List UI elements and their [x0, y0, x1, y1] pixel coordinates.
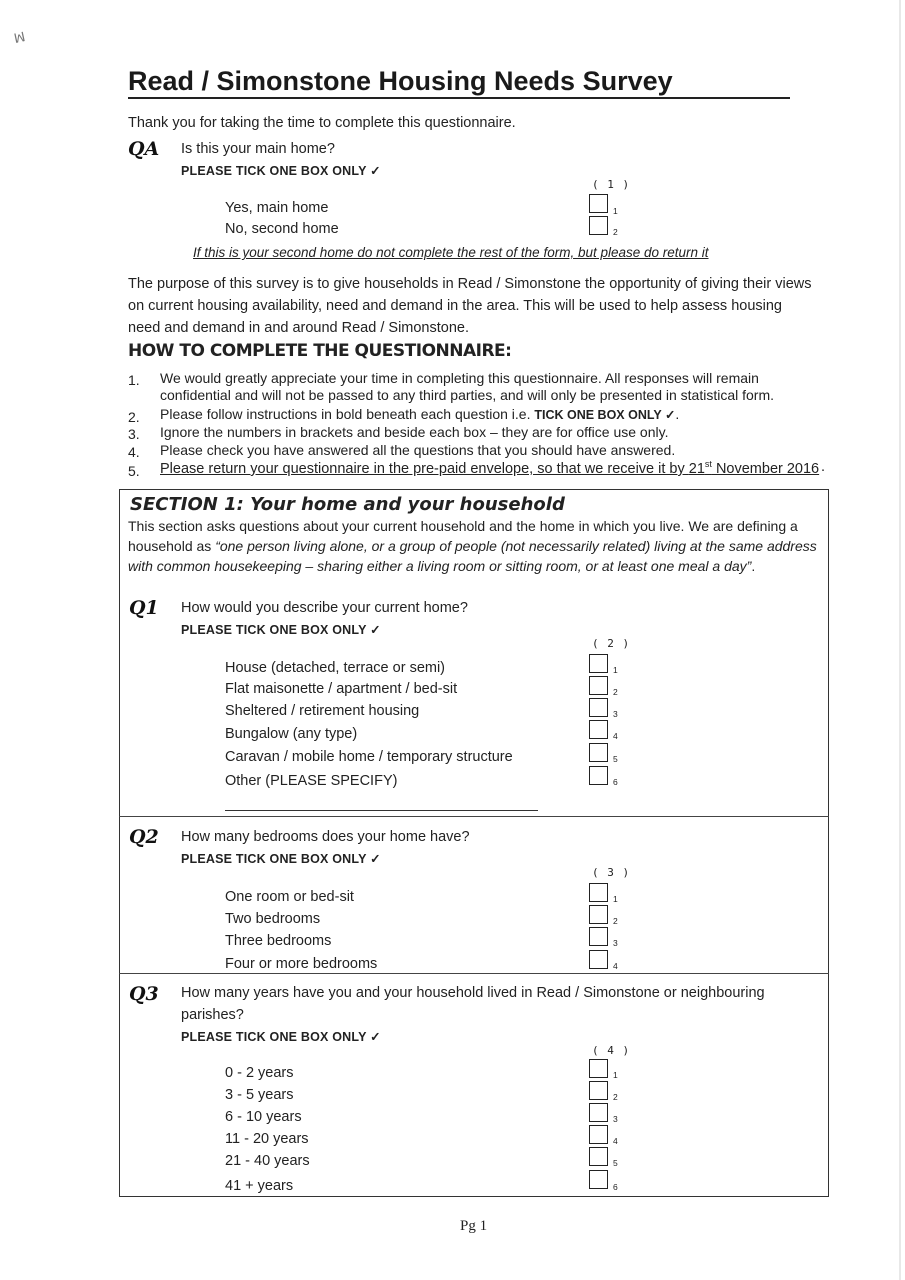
q1-checkbox-4[interactable] — [589, 720, 608, 739]
section-1-description — [128, 516, 828, 576]
box-number: 1 — [613, 1070, 618, 1080]
howto-heading: HOW TO COMPLETE THE QUESTIONNAIRE: — [128, 341, 512, 361]
question-text-q2: How many bedrooms does your home have? — [181, 829, 470, 845]
box-number: 5 — [613, 754, 618, 764]
divider — [119, 973, 829, 974]
list-number: 3. — [128, 426, 140, 442]
box-number: 3 — [613, 709, 618, 719]
section-desc-end: . — [751, 558, 756, 574]
specify-input-line[interactable] — [225, 810, 538, 811]
instruction-q3: PLEASE TICK ONE BOX ONLY ✓ — [181, 1030, 381, 1044]
box-number: 2 — [613, 1092, 618, 1102]
qa-option-label: No, second home — [225, 221, 339, 237]
q2-option-label: One room or bed-sit — [225, 889, 354, 905]
box-number: 2 — [613, 916, 618, 926]
q2-option-label: Two bedrooms — [225, 911, 321, 927]
q3-option-label: 0 - 2 years — [225, 1065, 294, 1081]
q3-checkbox-5[interactable] — [589, 1147, 608, 1166]
box-number: 4 — [613, 961, 618, 971]
box-number: 3 — [613, 1114, 618, 1124]
q2-option-label: Four or more bedrooms — [225, 956, 378, 972]
section-desc-definition: “one person living alone, or a group of people (not necessarily related) living at the same address with common housekeeping – sharing either a living room or sitting room, or at least one meal a day” — [128, 538, 817, 574]
q2-checkbox-1[interactable] — [589, 883, 608, 902]
box-number: 1 — [613, 894, 618, 904]
q3-checkbox-1[interactable] — [589, 1059, 608, 1078]
box-number: 5 — [613, 1158, 618, 1168]
box-number: 3 — [613, 938, 618, 948]
office-code-qa: ( 1 ) — [592, 178, 631, 191]
list-item — [160, 459, 819, 477]
box-number: 4 — [613, 1136, 618, 1146]
q1-option-label: Sheltered / retirement housing — [225, 703, 420, 719]
q3-checkbox-4[interactable] — [589, 1125, 608, 1144]
q3-option-label: 41 + years — [225, 1178, 294, 1194]
intro-text: Thank you for taking the time to complete this questionnaire. — [128, 115, 516, 131]
list-item: Ignore the numbers in brackets and beside each box – they are for office use only. — [160, 424, 669, 440]
office-code-q3: ( 4 ) — [592, 1044, 631, 1057]
q1-checkbox-2[interactable] — [589, 676, 608, 695]
list-number: 5. — [128, 463, 140, 479]
list-item: Please check you have answered all the questions that you should have answered. — [160, 442, 676, 458]
box-number: 2 — [613, 227, 618, 237]
second-home-note: If this is your second home do not complete the rest of the form, but please do return it — [193, 245, 709, 260]
box-number: 2 — [613, 687, 618, 697]
question-label-q1: Q1 — [129, 597, 159, 619]
question-label-qa: QA — [128, 138, 160, 160]
qa-option-label: Yes, main home — [225, 200, 329, 216]
question-label-q2: Q2 — [129, 826, 159, 848]
box-number: 1 — [613, 665, 618, 675]
list-number: 2. — [128, 409, 140, 425]
box-number: 6 — [613, 1182, 618, 1192]
q1-option-label: Flat maisonette / apartment / bed-sit — [225, 681, 458, 697]
page-number: Pg 1 — [460, 1218, 488, 1234]
q3-option-label: 21 - 40 years — [225, 1153, 310, 1169]
q3-checkbox-3[interactable] — [589, 1103, 608, 1122]
question-text-q3: How many years have you and your household lived in Read / Simonstone or neighbouring — [181, 985, 765, 1001]
list-item-period: . — [821, 459, 826, 475]
instruction-qa: PLEASE TICK ONE BOX ONLY ✓ — [181, 164, 381, 178]
purpose-paragraph: The purpose of this survey is to give households in Read / Simonstone the opportunity of giving their views on current housing availability, need and demand in the area. This will be used to help assess housing need and demand in and around Read / Simonstone. — [128, 276, 812, 336]
q1-checkbox-1[interactable] — [589, 654, 608, 673]
divider — [119, 816, 829, 817]
list-item-cont: confidential and will not be passed to any third parties, and will only be presented in statistical form. — [160, 387, 775, 403]
question-text-qa: Is this your main home? — [181, 141, 335, 157]
q2-checkbox-2[interactable] — [589, 905, 608, 924]
q1-option-label: Bungalow (any type) — [225, 726, 358, 742]
list-item-text: November 2016 — [711, 460, 820, 477]
q1-option-label: House (detached, terrace or semi) — [225, 660, 446, 676]
list-number: 4. — [128, 444, 140, 460]
office-code-q2: ( 3 ) — [592, 866, 631, 879]
qa-checkbox-2[interactable] — [589, 216, 608, 235]
question-label-q3: Q3 — [129, 983, 159, 1005]
q3-checkbox-6[interactable] — [589, 1170, 608, 1189]
q1-option-label: Caravan / mobile home / temporary structure — [225, 749, 513, 765]
q3-option-label: 6 - 10 years — [225, 1109, 302, 1125]
question-text-q1: How would you describe your current home? — [181, 600, 468, 616]
q1-checkbox-5[interactable] — [589, 743, 608, 762]
q1-checkbox-6[interactable] — [589, 766, 608, 785]
page-title: Read / Simonstone Housing Needs Survey — [128, 66, 673, 96]
section-1-title: SECTION 1: Your home and your household — [130, 494, 565, 515]
q2-checkbox-3[interactable] — [589, 927, 608, 946]
q3-checkbox-2[interactable] — [589, 1081, 608, 1100]
instruction-q2: PLEASE TICK ONE BOX ONLY ✓ — [181, 852, 381, 866]
box-number: 1 — [613, 206, 618, 216]
qa-checkbox-1[interactable] — [589, 194, 608, 213]
list-item: We would greatly appreciate your time in completing this questionnaire. All responses will remain — [160, 370, 759, 386]
q2-option-label: Three bedrooms — [225, 933, 332, 949]
list-number: 1. — [128, 372, 140, 388]
box-number: 6 — [613, 777, 618, 787]
instruction-q1: PLEASE TICK ONE BOX ONLY ✓ — [181, 623, 381, 637]
box-number: 4 — [613, 731, 618, 741]
list-item-bold: TICK ONE BOX ONLY ✓ — [534, 408, 676, 422]
scan-edge — [899, 0, 901, 1280]
q1-option-label: Other (PLEASE SPECIFY) — [225, 773, 398, 789]
list-item-sup: st — [704, 459, 712, 469]
scan-mark: ꟽ — [12, 29, 27, 47]
list-item-text: Please return your questionnaire in the pre-paid envelope, so that we receive it by — [160, 460, 689, 477]
q1-checkbox-3[interactable] — [589, 698, 608, 717]
q3-option-label: 3 - 5 years — [225, 1087, 294, 1103]
list-item-text: Please follow instructions in bold beneath each question i.e. — [160, 406, 535, 422]
list-item-date: 21 — [688, 460, 705, 477]
q2-checkbox-4[interactable] — [589, 950, 608, 969]
list-item — [160, 406, 679, 422]
q3-option-label: 11 - 20 years — [225, 1131, 309, 1147]
office-code-q1: ( 2 ) — [592, 637, 631, 650]
list-item-text: . — [675, 406, 680, 422]
question-text-q3-cont: parishes? — [181, 1007, 244, 1023]
section-desc-text: This section asks questions about your current household and the home in which you live. We are defining a household as — [128, 518, 798, 554]
title-underline — [128, 97, 790, 99]
